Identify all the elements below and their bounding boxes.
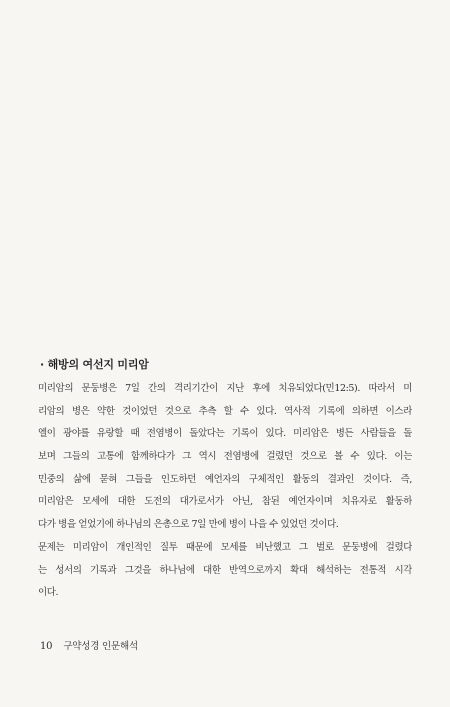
text-line: 다가 병을 얻었기에 하나님의 은총으로 7일 만에 병이 나을 수 있었던 것이다.	[38, 519, 339, 531]
text-line: 리암의 병은 약한 것이었던 것으로 추측 할 수 있다. 역사적 기록에 의하면 이스라	[38, 405, 412, 417]
page-footer	[40, 638, 138, 652]
page-number: 10	[40, 641, 53, 652]
text-line: 문제는 미리암이 개인적인 질투 때문에 모세를 비난했고 그 벌로 문둥병에 걸렸다	[38, 541, 412, 553]
text-line: 엘이 광야를 유랑할 때 전염병이 돌았다는 기록이 있다. 미리암은 병든 사람들을 돌	[38, 428, 412, 440]
running-title: 구약성경 인문해석	[63, 641, 138, 652]
text-line: 미리암은 모세에 대한 도전의 대가로서가 아닌, 참된 예언자이며 치유자로 활동하	[38, 496, 412, 508]
text-line: 미리암의 문둥병은 7일 간의 격리기간이 지난 후에 치유되었다(민12:5). 따라서 미	[38, 383, 412, 394]
section-heading: · 해방의 여선지 미리암	[40, 358, 149, 371]
text-line: 보며 그들의 고통에 함께하다가 그 역시 전염병에 걸렸던 것으로 볼 수 있다. 이는	[38, 451, 412, 463]
text-line: 민중의 삶에 묻혀 그들을 인도하던 예언자의 구체적인 활동의 결과인 것이다. 즉,	[38, 473, 412, 485]
text-line: 는 성서의 기록과 그것을 하나님에 대한 반역으로까지 확대 해석하는 전통적 시각	[38, 564, 412, 576]
body-paragraphs	[38, 378, 412, 605]
text-line: 이다.	[38, 587, 59, 599]
